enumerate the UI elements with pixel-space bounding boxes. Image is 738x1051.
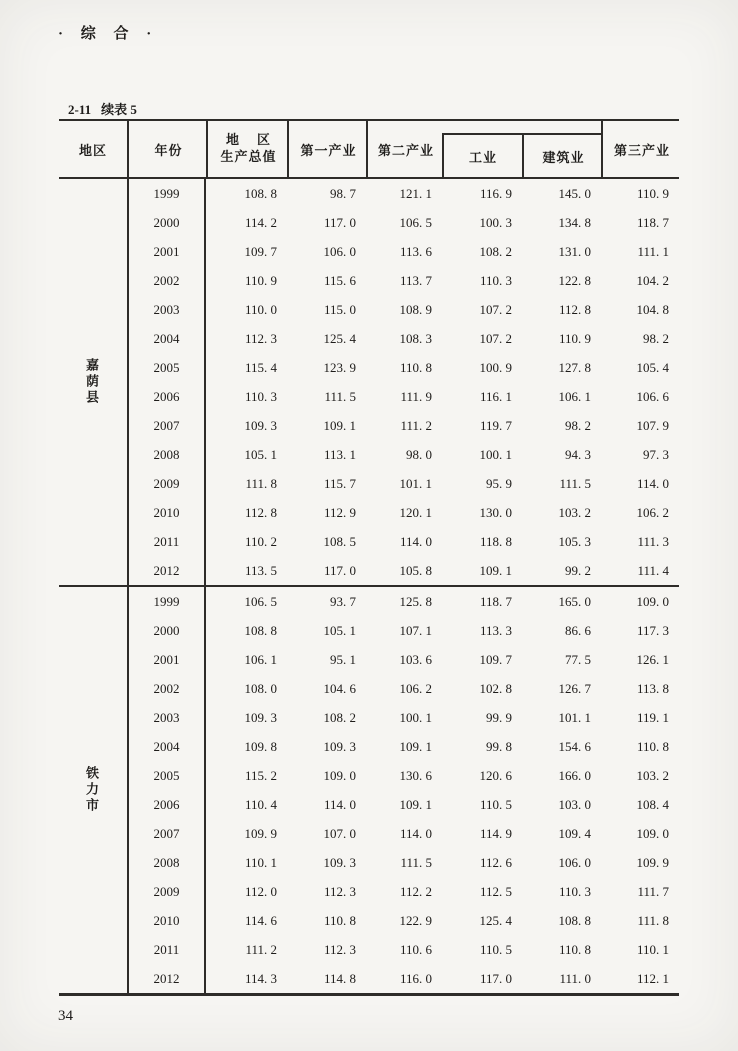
value-cell: 106. 1 bbox=[558, 388, 591, 404]
table-row bbox=[59, 469, 679, 498]
year-cell: 2003 bbox=[127, 703, 206, 732]
value-cell: 111. 2 bbox=[400, 417, 432, 433]
value-cell: 101. 1 bbox=[399, 475, 432, 491]
value-cell: 111. 1 bbox=[637, 243, 669, 259]
value-cell: 103. 2 bbox=[558, 504, 591, 520]
column-header-gdp bbox=[206, 121, 289, 177]
value-cell: 110. 8 bbox=[558, 941, 591, 957]
value-cell: 110. 3 bbox=[558, 883, 591, 899]
value-cell: 101. 1 bbox=[558, 709, 591, 725]
value-cell: 119. 7 bbox=[479, 417, 512, 433]
column-header-construction: 建筑业 bbox=[522, 135, 603, 177]
value-cell: 122. 8 bbox=[558, 272, 591, 288]
value-cell: 108. 5 bbox=[323, 533, 356, 549]
table-row bbox=[59, 208, 679, 237]
value-cell: 114. 6 bbox=[244, 912, 277, 928]
value-cell: 110. 8 bbox=[399, 359, 432, 375]
value-cell: 121. 1 bbox=[399, 185, 432, 201]
value-cell: 108. 8 bbox=[244, 622, 277, 638]
year-cell: 2003 bbox=[127, 295, 206, 324]
value-cell: 109. 7 bbox=[479, 651, 512, 667]
table-row bbox=[59, 616, 679, 645]
table-row bbox=[59, 964, 679, 993]
value-cell: 113. 5 bbox=[244, 562, 277, 578]
value-cell: 98. 0 bbox=[406, 446, 432, 462]
year-cell: 2004 bbox=[127, 732, 206, 761]
value-cell: 99. 2 bbox=[565, 562, 591, 578]
value-cell: 106. 1 bbox=[244, 651, 277, 667]
value-cell: 110. 2 bbox=[244, 533, 277, 549]
column-header-industry: 工业 bbox=[468, 149, 497, 165]
table-row bbox=[59, 906, 679, 935]
value-cell: 95. 1 bbox=[330, 651, 356, 667]
value-cell: 111. 8 bbox=[637, 912, 669, 928]
value-cell: 109. 0 bbox=[323, 767, 356, 783]
value-cell: 103. 6 bbox=[399, 651, 432, 667]
table-section bbox=[59, 179, 679, 585]
value-cell: 108. 8 bbox=[558, 912, 591, 928]
value-cell: 77. 5 bbox=[565, 651, 591, 667]
table-row bbox=[59, 324, 679, 353]
value-cell: 115. 4 bbox=[244, 359, 277, 375]
table-row bbox=[59, 179, 679, 208]
year-cell: 2010 bbox=[127, 498, 206, 527]
value-cell: 114. 3 bbox=[244, 970, 277, 986]
value-cell: 110. 8 bbox=[636, 738, 669, 754]
value-cell: 112. 1 bbox=[636, 970, 669, 986]
value-cell: 116. 9 bbox=[479, 185, 512, 201]
value-cell: 100. 9 bbox=[479, 359, 512, 375]
value-cell: 115. 6 bbox=[323, 272, 356, 288]
value-cell: 109. 8 bbox=[244, 738, 277, 754]
value-cell: 114. 0 bbox=[323, 796, 356, 812]
value-cell: 110. 5 bbox=[479, 796, 512, 812]
value-cell: 95. 9 bbox=[486, 475, 512, 491]
value-cell: 112. 8 bbox=[244, 504, 277, 520]
table-continuation: 续表 5 bbox=[101, 102, 137, 117]
table-row bbox=[59, 411, 679, 440]
year-cell: 2001 bbox=[127, 237, 206, 266]
value-cell: 114. 0 bbox=[399, 533, 432, 549]
value-cell: 106. 5 bbox=[399, 214, 432, 230]
value-cell: 105. 3 bbox=[558, 533, 591, 549]
column-header-region: 地区 bbox=[78, 142, 107, 158]
value-cell: 112. 3 bbox=[323, 941, 356, 957]
value-cell: 98. 2 bbox=[643, 330, 669, 346]
value-cell: 108. 0 bbox=[244, 680, 277, 696]
table-row bbox=[59, 266, 679, 295]
value-cell: 111. 9 bbox=[400, 388, 432, 404]
value-cell: 109. 1 bbox=[399, 796, 432, 812]
value-cell: 113. 8 bbox=[636, 680, 669, 696]
table-row bbox=[59, 935, 679, 964]
value-cell: 109. 7 bbox=[244, 243, 277, 259]
year-cell: 2008 bbox=[127, 440, 206, 469]
value-cell: 117. 0 bbox=[323, 214, 356, 230]
value-cell: 111. 5 bbox=[324, 388, 356, 404]
value-cell: 115. 0 bbox=[323, 301, 356, 317]
value-cell: 112. 3 bbox=[323, 883, 356, 899]
value-cell: 108. 9 bbox=[399, 301, 432, 317]
value-cell: 105. 8 bbox=[399, 562, 432, 578]
value-cell: 86. 6 bbox=[565, 622, 591, 638]
year-cell: 2006 bbox=[127, 382, 206, 411]
value-cell: 110. 1 bbox=[636, 941, 669, 957]
value-cell: 113. 3 bbox=[479, 622, 512, 638]
secondary-industry-subgroup bbox=[442, 133, 603, 177]
value-cell: 114. 0 bbox=[399, 825, 432, 841]
value-cell: 114. 9 bbox=[479, 825, 512, 841]
value-cell: 109. 3 bbox=[244, 709, 277, 725]
value-cell: 118. 7 bbox=[636, 214, 669, 230]
table-row bbox=[59, 732, 679, 761]
value-cell: 105. 1 bbox=[244, 446, 277, 462]
page-number: 34 bbox=[58, 1008, 73, 1024]
year-cell: 2008 bbox=[127, 848, 206, 877]
year-cell: 2000 bbox=[127, 208, 206, 237]
value-cell: 131. 0 bbox=[558, 243, 591, 259]
year-cell: 2007 bbox=[127, 411, 206, 440]
column-header-year: 年份 bbox=[127, 121, 208, 177]
value-cell: 122. 9 bbox=[399, 912, 432, 928]
table-row bbox=[59, 674, 679, 703]
value-cell: 109. 1 bbox=[399, 738, 432, 754]
value-cell: 116. 1 bbox=[479, 388, 512, 404]
page-header bbox=[58, 22, 158, 43]
value-cell: 112. 2 bbox=[399, 883, 432, 899]
value-cell: 99. 9 bbox=[486, 709, 512, 725]
column-header-primary-industry: 第一产业 bbox=[287, 121, 368, 177]
value-cell: 97. 3 bbox=[643, 446, 669, 462]
value-cell: 102. 8 bbox=[479, 680, 512, 696]
value-cell: 112. 8 bbox=[558, 301, 591, 317]
value-cell: 125. 4 bbox=[323, 330, 356, 346]
value-cell: 109. 4 bbox=[558, 825, 591, 841]
value-cell: 125. 8 bbox=[399, 593, 432, 609]
column-header-gdp-line2: 生产总值 bbox=[220, 149, 277, 164]
value-cell: 123. 9 bbox=[323, 359, 356, 375]
value-cell: 98. 7 bbox=[330, 185, 356, 201]
value-cell: 108. 8 bbox=[244, 185, 277, 201]
value-cell: 166. 0 bbox=[558, 767, 591, 783]
value-cell: 107. 1 bbox=[399, 622, 432, 638]
value-cell: 94. 3 bbox=[565, 446, 591, 462]
value-cell: 120. 1 bbox=[399, 504, 432, 520]
table-row bbox=[59, 877, 679, 906]
value-cell: 114. 0 bbox=[636, 475, 669, 491]
value-cell: 107. 2 bbox=[479, 330, 512, 346]
table-row bbox=[59, 703, 679, 732]
value-cell: 134. 8 bbox=[558, 214, 591, 230]
table-row bbox=[59, 382, 679, 411]
region-label: 铁力市 bbox=[84, 766, 99, 814]
value-cell: 111. 3 bbox=[637, 533, 669, 549]
value-cell: 100. 3 bbox=[479, 214, 512, 230]
value-cell: 106. 2 bbox=[399, 680, 432, 696]
table-row bbox=[59, 556, 679, 585]
value-cell: 108. 2 bbox=[323, 709, 356, 725]
table-caption bbox=[68, 99, 137, 118]
value-cell: 112. 6 bbox=[479, 854, 512, 870]
value-cell: 110. 9 bbox=[558, 330, 591, 346]
value-cell: 111. 7 bbox=[637, 883, 669, 899]
value-cell: 100. 1 bbox=[399, 709, 432, 725]
year-cell: 2009 bbox=[127, 469, 206, 498]
value-cell: 117. 3 bbox=[636, 622, 669, 638]
value-cell: 107. 9 bbox=[636, 417, 669, 433]
region-label: 嘉荫县 bbox=[84, 358, 99, 406]
value-cell: 110. 1 bbox=[244, 854, 277, 870]
column-header-gdp-line1: 地 区 bbox=[225, 132, 271, 148]
year-cell: 2006 bbox=[127, 790, 206, 819]
value-cell: 105. 1 bbox=[323, 622, 356, 638]
year-cell: 2002 bbox=[127, 674, 206, 703]
value-cell: 112. 0 bbox=[244, 883, 277, 899]
value-cell: 111. 8 bbox=[245, 475, 277, 491]
value-cell: 110. 5 bbox=[479, 941, 512, 957]
value-cell: 105. 4 bbox=[636, 359, 669, 375]
year-cell: 2010 bbox=[127, 906, 206, 935]
value-cell: 130. 6 bbox=[399, 767, 432, 783]
column-header-secondary-industry: 第二产业 bbox=[366, 121, 444, 177]
value-cell: 112. 9 bbox=[323, 504, 356, 520]
value-cell: 112. 3 bbox=[244, 330, 277, 346]
value-cell: 110. 0 bbox=[244, 301, 277, 317]
year-cell: 2007 bbox=[127, 819, 206, 848]
year-cell: 2005 bbox=[127, 761, 206, 790]
value-cell: 116. 0 bbox=[399, 970, 432, 986]
value-cell: 106. 0 bbox=[558, 854, 591, 870]
year-cell: 2001 bbox=[127, 645, 206, 674]
value-cell: 110. 6 bbox=[399, 941, 432, 957]
value-cell: 109. 9 bbox=[244, 825, 277, 841]
value-cell: 114. 8 bbox=[323, 970, 356, 986]
value-cell: 127. 8 bbox=[558, 359, 591, 375]
value-cell: 110. 9 bbox=[636, 185, 669, 201]
value-cell: 108. 3 bbox=[399, 330, 432, 346]
year-cell: 1999 bbox=[127, 587, 206, 616]
year-cell: 2004 bbox=[127, 324, 206, 353]
table-section bbox=[59, 585, 679, 993]
value-cell: 118. 7 bbox=[479, 593, 512, 609]
value-cell: 126. 1 bbox=[636, 651, 669, 667]
value-cell: 110. 8 bbox=[323, 912, 356, 928]
value-cell: 109. 3 bbox=[323, 854, 356, 870]
table-row bbox=[59, 440, 679, 469]
value-cell: 103. 0 bbox=[558, 796, 591, 812]
value-cell: 113. 1 bbox=[323, 446, 356, 462]
value-cell: 109. 3 bbox=[323, 738, 356, 754]
year-cell: 2012 bbox=[127, 964, 206, 993]
table-row bbox=[59, 587, 679, 616]
value-cell: 115. 2 bbox=[244, 767, 277, 783]
value-cell: 113. 7 bbox=[399, 272, 432, 288]
table-row bbox=[59, 295, 679, 324]
value-cell: 111. 5 bbox=[559, 475, 591, 491]
table-row bbox=[59, 353, 679, 382]
value-cell: 106. 2 bbox=[636, 504, 669, 520]
year-cell: 2011 bbox=[127, 935, 206, 964]
value-cell: 118. 8 bbox=[479, 533, 512, 549]
year-cell: 2000 bbox=[127, 616, 206, 645]
value-cell: 113. 6 bbox=[399, 243, 432, 259]
value-cell: 126. 7 bbox=[558, 680, 591, 696]
value-cell: 110. 3 bbox=[479, 272, 512, 288]
value-cell: 107. 0 bbox=[323, 825, 356, 841]
table-number: 2-11 bbox=[68, 102, 92, 117]
value-cell: 130. 0 bbox=[479, 504, 512, 520]
table-row bbox=[59, 498, 679, 527]
table-row bbox=[59, 237, 679, 266]
value-cell: 109. 1 bbox=[479, 562, 512, 578]
year-cell: 2012 bbox=[127, 556, 206, 585]
section-title: · 综 合 · bbox=[58, 26, 159, 42]
table-row bbox=[59, 527, 679, 556]
value-cell: 106. 6 bbox=[636, 388, 669, 404]
table-row bbox=[59, 790, 679, 819]
value-cell: 154. 6 bbox=[558, 738, 591, 754]
value-cell: 117. 0 bbox=[323, 562, 356, 578]
value-cell: 114. 2 bbox=[244, 214, 277, 230]
year-cell: 2002 bbox=[127, 266, 206, 295]
value-cell: 100. 1 bbox=[479, 446, 512, 462]
year-cell: 1999 bbox=[127, 179, 206, 208]
value-cell: 108. 4 bbox=[636, 796, 669, 812]
value-cell: 115. 7 bbox=[323, 475, 356, 491]
value-cell: 109. 1 bbox=[323, 417, 356, 433]
value-cell: 111. 2 bbox=[245, 941, 277, 957]
value-cell: 99. 8 bbox=[486, 738, 512, 754]
table-row bbox=[59, 645, 679, 674]
table-row bbox=[59, 819, 679, 848]
value-cell: 103. 2 bbox=[636, 767, 669, 783]
value-cell: 109. 0 bbox=[636, 825, 669, 841]
year-cell: 2005 bbox=[127, 353, 206, 382]
value-cell: 104. 2 bbox=[636, 272, 669, 288]
statistics-table bbox=[59, 119, 679, 996]
value-cell: 110. 4 bbox=[244, 796, 277, 812]
value-cell: 93. 7 bbox=[330, 593, 356, 609]
value-cell: 110. 3 bbox=[244, 388, 277, 404]
year-cell: 2009 bbox=[127, 877, 206, 906]
column-header-tertiary-industry: 第三产业 bbox=[601, 121, 681, 177]
value-cell: 109. 0 bbox=[636, 593, 669, 609]
value-cell: 108. 2 bbox=[479, 243, 512, 259]
value-cell: 111. 0 bbox=[559, 970, 591, 986]
value-cell: 110. 9 bbox=[244, 272, 277, 288]
value-cell: 120. 6 bbox=[479, 767, 512, 783]
value-cell: 145. 0 bbox=[558, 185, 591, 201]
table-header-row bbox=[59, 119, 679, 179]
table-row bbox=[59, 848, 679, 877]
value-cell: 125. 4 bbox=[479, 912, 512, 928]
value-cell: 111. 4 bbox=[637, 562, 669, 578]
value-cell: 104. 6 bbox=[323, 680, 356, 696]
value-cell: 112. 5 bbox=[479, 883, 512, 899]
value-cell: 165. 0 bbox=[558, 593, 591, 609]
value-cell: 119. 1 bbox=[636, 709, 669, 725]
value-cell: 111. 5 bbox=[400, 854, 432, 870]
table-body bbox=[59, 179, 679, 996]
value-cell: 117. 0 bbox=[479, 970, 512, 986]
year-cell: 2011 bbox=[127, 527, 206, 556]
value-cell: 107. 2 bbox=[479, 301, 512, 317]
value-cell: 106. 5 bbox=[244, 593, 277, 609]
table-row bbox=[59, 761, 679, 790]
value-cell: 109. 9 bbox=[636, 854, 669, 870]
value-cell: 109. 3 bbox=[244, 417, 277, 433]
value-cell: 98. 2 bbox=[565, 417, 591, 433]
value-cell: 106. 0 bbox=[323, 243, 356, 259]
value-cell: 104. 8 bbox=[636, 301, 669, 317]
